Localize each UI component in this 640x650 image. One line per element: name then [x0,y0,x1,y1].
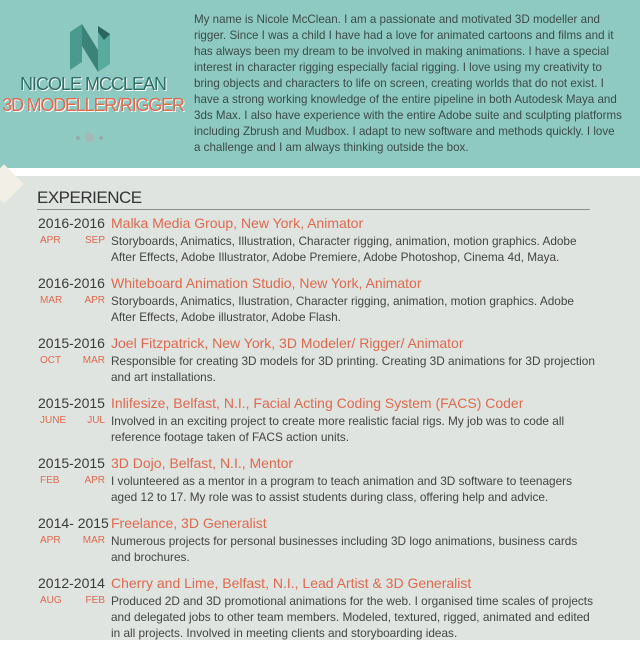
entry-end-month: APR [84,295,105,306]
experience-entry [38,334,598,385]
experience-entry [38,214,598,265]
profile-role: 3D MODELLER/RIGGER [2,95,184,115]
entry-start-month: JUNE [40,415,67,426]
profile-header [0,0,640,168]
entry-end-month: MAR [82,535,105,546]
experience-list [38,214,598,650]
carousel-dots[interactable] [76,133,103,142]
entry-start-month: APR [40,535,61,546]
entry-years: 2014- 2015 [38,515,109,531]
entry-years: 2015-2015 [38,455,105,471]
entry-months [38,293,111,325]
entry-start-month: OCT [40,355,62,366]
experience-entry [38,274,598,325]
entry-title: Cherry and Lime, Belfast, N.I., Lead Artist & 3D Generalist [111,575,472,591]
entry-months [38,593,111,641]
entry-months [38,413,111,445]
entry-months [38,473,111,505]
divider [37,209,590,210]
entry-title: Malka Media Group, New York, Animator [111,215,364,231]
entry-end-month: APR [84,475,105,486]
entry-description: Storyboards, Animatics, Ilustration, Character rigging, animation, motion graphics. Adobe After Effects, Adobe illustrator, Adobe Flash. [111,294,574,324]
entry-description: Involved in an exciting project to create more realistic facial rigs. My job was to code all reference footage taken of FACS action units. [111,414,565,444]
entry-months [38,353,111,385]
entry-years: 2016-2016 [38,215,105,231]
entry-description: Responsible for creating 3D models for 3D printing. Creating 3D animations for 3D projection and art installations. [111,354,595,384]
experience-entry [38,394,598,445]
carousel-dot[interactable] [76,136,80,140]
entry-title: Joel Fitzpatrick, New York, 3D Modeler/ Rigger/ Animator [111,335,464,351]
entry-months [38,533,111,565]
entry-title: 3D Dojo, Belfast, N.I., Mentor [111,455,294,471]
entry-months [38,233,111,265]
profile-name: NICOLE MCCLEAN [19,74,167,94]
entry-end-month: SEP [84,235,105,246]
entry-description: Produced 2D and 3D promotional animations for the web. I organised time scales of projects and delegated jobs to other team members. Modeled, textured, rigged, animated and edited in all projects. Involved in meeting clients and storyboarding ideas. [111,594,593,640]
experience-entry [38,514,598,565]
section-title: EXPERIENCE [37,188,142,207]
experience-entry [38,574,598,641]
entry-years: 2012-2014 [38,575,105,591]
entry-start-month: FEB [40,475,60,486]
entry-end-month: FEB [85,595,105,606]
carousel-dot[interactable] [99,136,103,140]
entry-start-month: MAR [40,295,63,306]
entry-years: 2016-2016 [38,275,105,291]
entry-title: Freelance, 3D Generalist [111,515,267,531]
entry-years: 2015-2015 [38,395,105,411]
entry-title: Inlifesize, Belfast, N.I., Facial Acting Coding System (FACS) Coder [111,395,524,411]
entry-description: Storyboards, Animatics, Illustration, Character rigging, animation, motion graphics. Adobe After Effects, Adobe Illustrator, Adobe Premiere, Adobe Photoshop, Cinema 4d, Maya. [111,234,577,264]
entry-years: 2015-2016 [38,335,105,351]
entry-end-month: MAR [82,355,105,366]
section-arrow-icon [0,164,24,204]
entry-description: I volunteered as a mentor in a program to teach animation and 3D software to teenagers aged 12 to 17. My role was to assist students during class, offering help and advice. [111,474,573,504]
entry-start-month: AUG [40,595,62,606]
experience-section [0,176,640,640]
carousel-dot-active[interactable] [85,133,94,142]
entry-title: Whiteboard Animation Studio, New York, Animator [111,275,422,291]
experience-entry [38,454,598,505]
entry-description: Numerous projects for personal businesses including 3D logo animations, business cards and brochures. [111,534,578,564]
entry-start-month: APR [40,235,61,246]
entry-end-month: JUL [87,415,105,426]
bio-text: My name is Nicole McClean. I am a passionate and motivated 3D modeller and rigger. Since I was a child I have had a love for animated cartoons and films and it has always been my dream to be involved in making animations. I have a special interest in character rigging especially facial rigging. I love using my creativity to bring objects and characters to life on screen, creating worlds that do not exist. I have a strong working knowledge of the entire pipeline in both Autodesk Maya and 3ds Max. I also have experience with the entire Adobe suite and sculpting platforms including Zbrush and Mudbox. I adapt to new software and methods quickly. I love a challenge and I am always thinking outside the box. [194,13,622,154]
logo-icon [66,22,114,74]
